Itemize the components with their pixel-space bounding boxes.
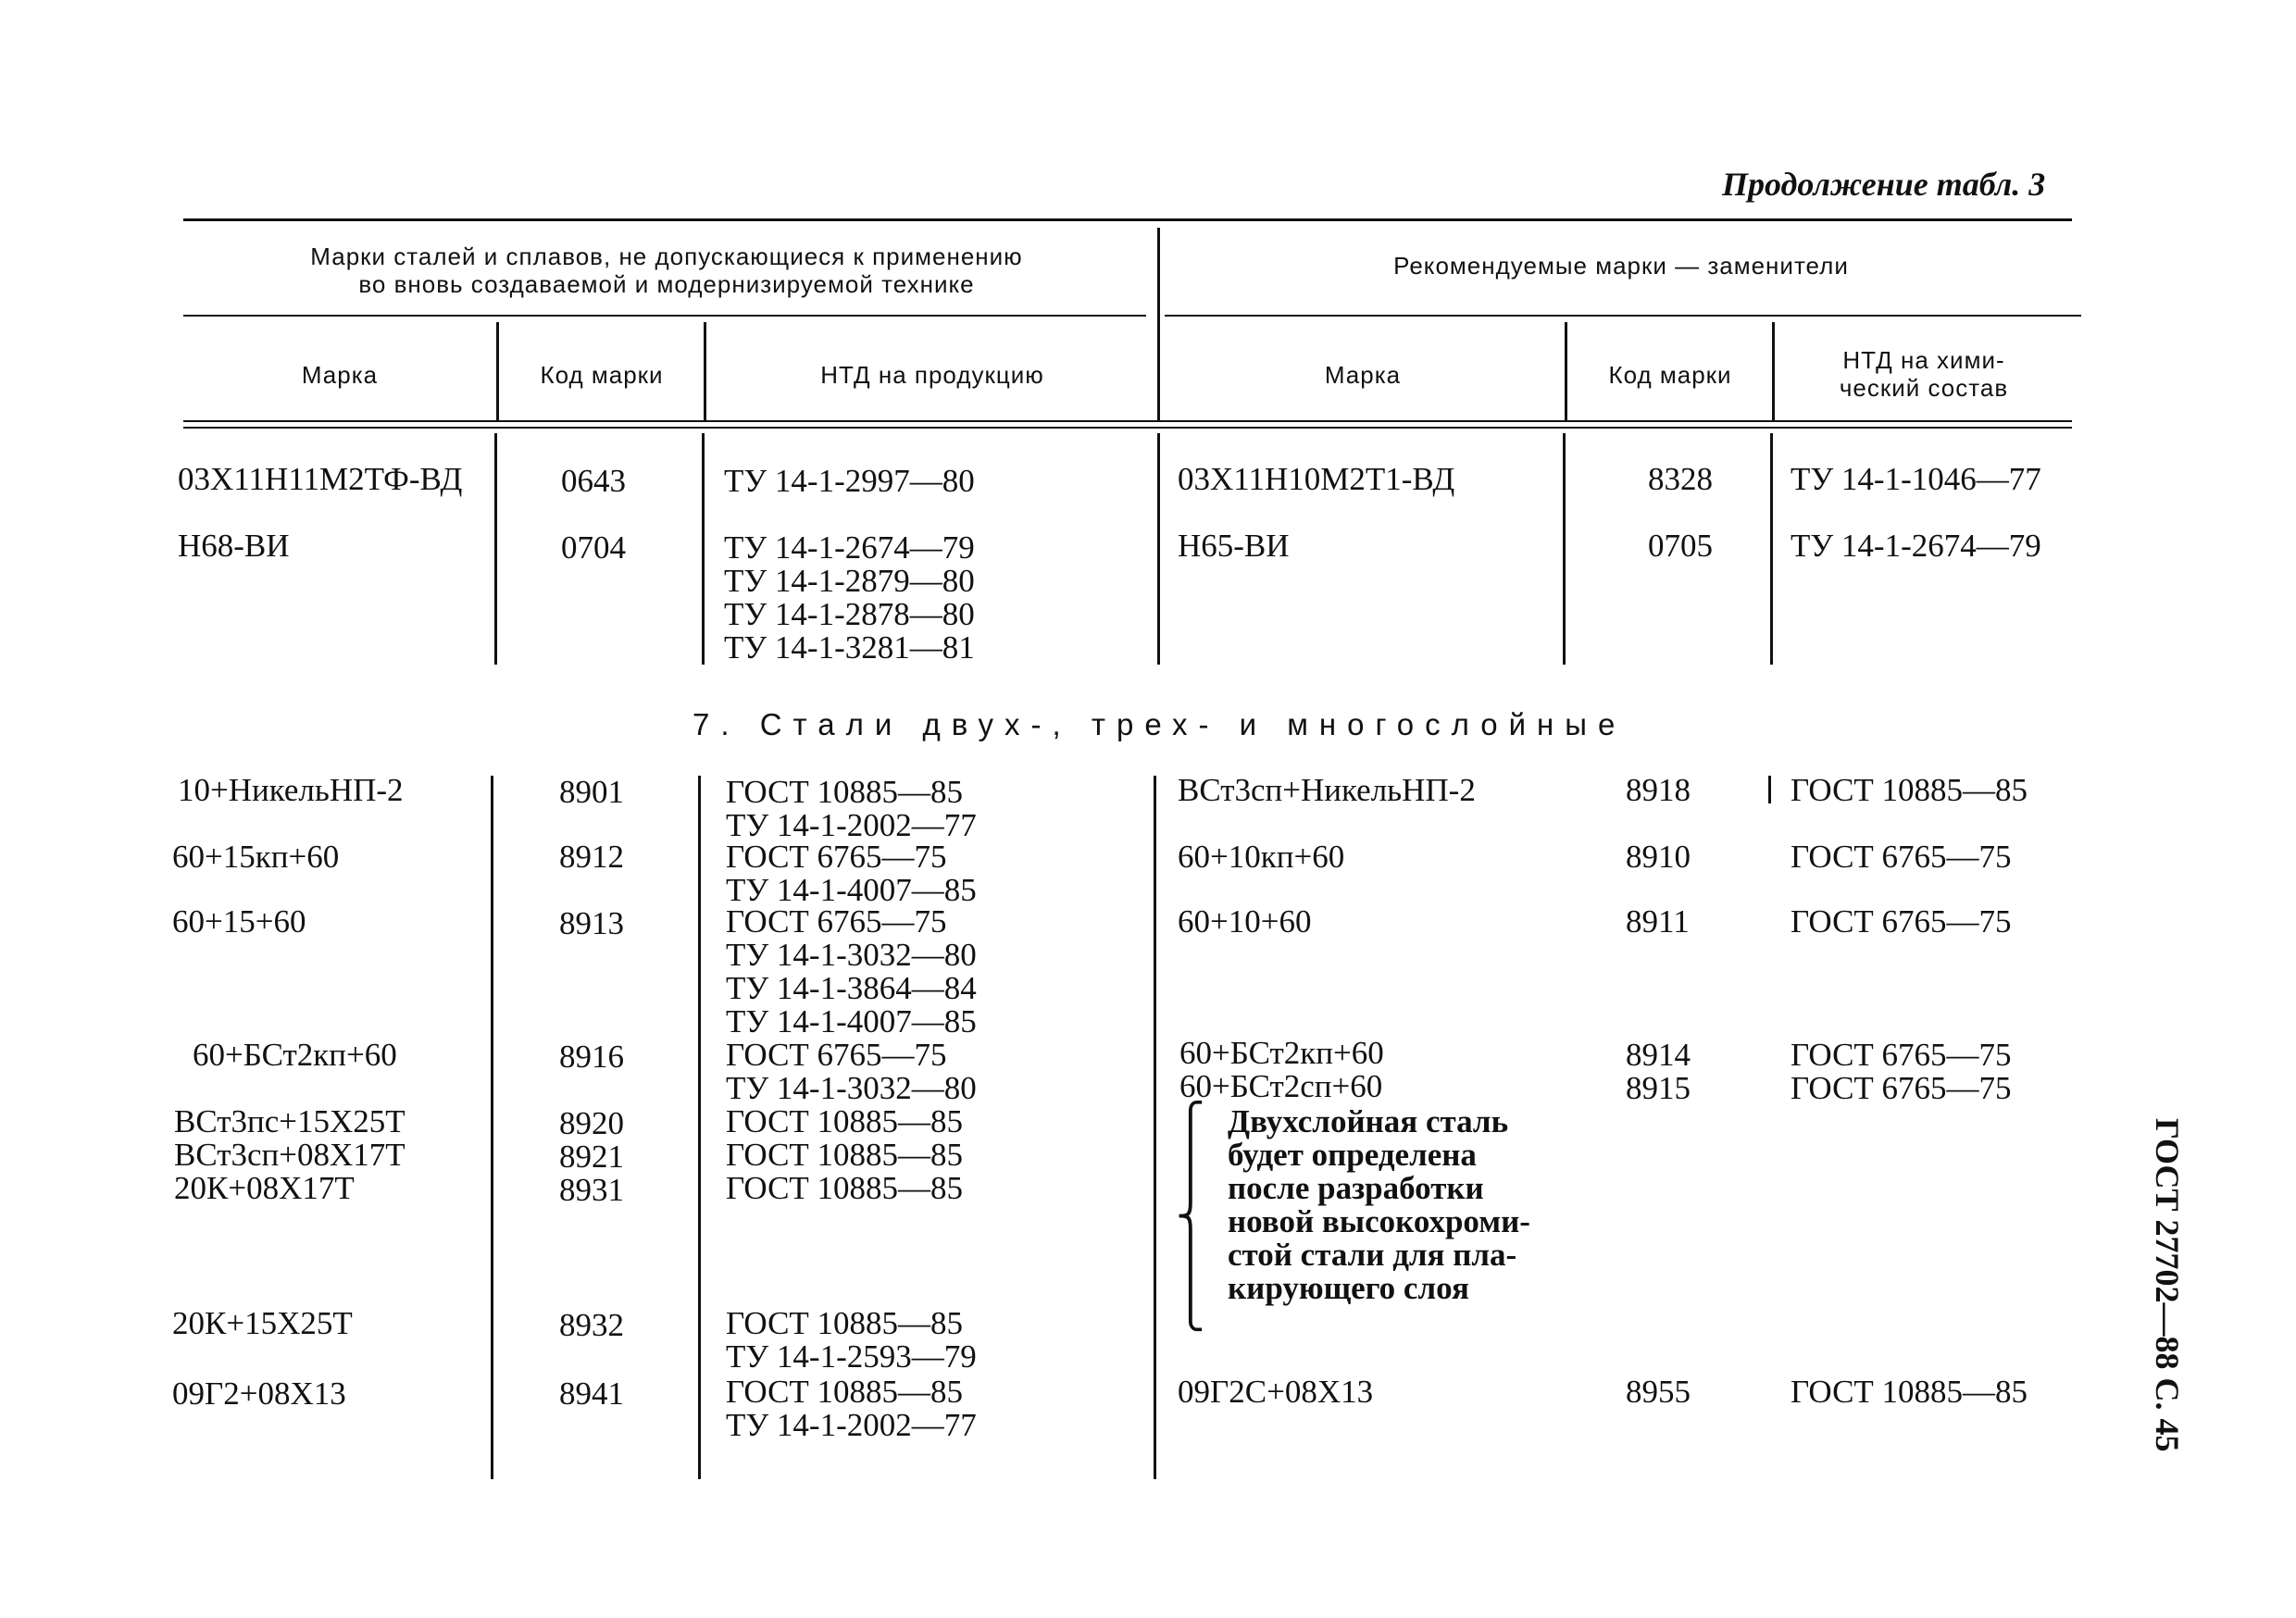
header-divider-main <box>1157 228 1160 422</box>
row-code: 8912 <box>559 839 624 875</box>
group-rule-left <box>183 315 1146 317</box>
note-text: Двухслойная сталь будет определена после разработки новой высокохроми- стой стали для пла- кирующего слоя <box>1228 1103 1530 1306</box>
row-ntd-list: ГОСТ 10885—85 ТУ 14-1-2002—77 <box>726 774 977 843</box>
header-right-group: Рекомендуемые марки — заменители <box>1393 252 1849 280</box>
row-mark: 60+БСт2кп+60 <box>193 1037 397 1073</box>
row-ntd: ТУ 14-1-2997—80 <box>724 463 975 499</box>
row-mark: 20К+15Х25Т <box>172 1305 353 1341</box>
top-rule <box>183 218 2072 221</box>
row-code: 0704 <box>561 529 626 566</box>
section-title: 7. Стали двух-, трех- и многослойные <box>693 707 1627 741</box>
row-sub-ntd: ГОСТ 10885—85 <box>1791 772 2028 808</box>
row-mark: 03Х11Н11М2ТФ-ВД <box>178 461 463 497</box>
row-sub-ntd-list: ГОСТ 6765—75 ГОСТ 6765—75 <box>1791 1037 2012 1106</box>
continuation-caption: Продолжение табл. 3 <box>1722 166 2046 203</box>
row-mark: 09Г2+08Х13 <box>172 1375 346 1412</box>
body-divider-1 <box>491 776 493 1479</box>
header-divider-1 <box>496 322 499 422</box>
row-sub-code: 8328 <box>1648 461 1713 497</box>
header-col-mark: Марка <box>301 361 379 389</box>
row-sub-mark: 60+10+60 <box>1178 903 1312 940</box>
header-rule-1 <box>183 420 2072 422</box>
header-divider-2 <box>704 322 706 422</box>
row-code: 0643 <box>561 463 626 499</box>
header-col-mark-sub: Марка <box>1324 361 1402 389</box>
row-sub-ntd: ГОСТ 6765—75 <box>1791 903 2012 940</box>
row-sub-ntd: ТУ 14-1-1046—77 <box>1791 461 2041 497</box>
row-sub-code: 8910 <box>1626 839 1691 875</box>
row-code-list: 8920 8921 8931 <box>559 1105 624 1208</box>
row-sub-ntd: ТУ 14-1-2674—79 <box>1791 528 2041 564</box>
row-mark: 60+15кп+60 <box>172 839 340 875</box>
row-ntd-list: ТУ 14-1-2674—79 ТУ 14-1-2879—80 ТУ 14-1-2878—80 ТУ 14-1-3281—81 <box>724 529 975 666</box>
row-sub-mark: 60+10кп+60 <box>1178 839 1345 875</box>
header-divider-5 <box>1772 322 1775 422</box>
body-divider-2 <box>702 433 705 665</box>
row-sub-mark: Н65-ВИ <box>1178 528 1290 564</box>
row-sub-code: 8911 <box>1626 903 1690 940</box>
row-mark-list: ВСт3пс+15Х25Т ВСт3сп+08Х17Т 20К+08Х17Т <box>174 1103 406 1206</box>
side-page-label: ГОСТ 27702—88 С. 45 <box>2149 1118 2186 1452</box>
body-divider-4 <box>1563 433 1566 665</box>
row-mark: 10+НикельНП-2 <box>178 772 404 808</box>
body-divider-3 <box>1154 776 1156 1479</box>
row-ntd-list: ГОСТ 6765—75 ТУ 14-1-3032—80 <box>726 1037 977 1106</box>
row-sub-code: 0705 <box>1648 528 1713 564</box>
header-col-code: Код марки <box>540 361 664 389</box>
row-sub-code: 8918 <box>1626 772 1691 808</box>
row-sub-mark: 09Г2С+08Х13 <box>1178 1374 1374 1410</box>
row-sub-mark-list: 60+БСт2кп+60 60+БСт2сп+60 <box>1179 1035 1384 1104</box>
body-divider-2 <box>698 776 701 1479</box>
row-sub-mark: 03Х11Н10М2Т1-ВД <box>1178 461 1455 497</box>
row-sub-code-list: 8914 8915 <box>1626 1037 1691 1106</box>
row-ntd-list: ГОСТ 10885—85 ГОСТ 10885—85 ГОСТ 10885—85 <box>726 1103 964 1206</box>
header-col-code-sub: Код марки <box>1608 361 1732 389</box>
row-code: 8916 <box>559 1039 624 1075</box>
row-ntd-list: ГОСТ 6765—75 ТУ 14-1-4007—85 <box>726 839 977 908</box>
body-divider-5 <box>1768 776 1771 803</box>
note-brace: ⎧ ⎪ ⎨ ⎪ ⎩ <box>1176 1103 1205 1331</box>
row-code: 8932 <box>559 1307 624 1343</box>
row-code: 8913 <box>559 905 624 941</box>
header-rule-2 <box>183 427 2072 429</box>
body-divider-3 <box>1157 433 1160 665</box>
row-code: 8941 <box>559 1375 624 1412</box>
header-left-group: Марки сталей и сплавов, не допускающиеся к применению во вновь создаваемой и модернизируемой технике <box>310 243 1023 298</box>
row-mark: 60+15+60 <box>172 903 306 940</box>
row-ntd-list: ГОСТ 6765—75 ТУ 14-1-3032—80 ТУ 14-1-3864—84 ТУ 14-1-4007—85 <box>726 903 977 1039</box>
row-sub-code: 8955 <box>1626 1374 1691 1410</box>
row-sub-ntd: ГОСТ 10885—85 <box>1791 1374 2028 1410</box>
row-mark: Н68-ВИ <box>178 528 290 564</box>
group-rule-right <box>1165 315 2081 317</box>
header-col-ntd-chem: НТД на хими- ческий состав <box>1839 346 2009 402</box>
header-divider-4 <box>1565 322 1567 422</box>
row-ntd-list: ГОСТ 10885—85 ТУ 14-1-2002—77 <box>726 1374 977 1443</box>
row-sub-ntd: ГОСТ 6765—75 <box>1791 839 2012 875</box>
header-col-ntd-product: НТД на продукцию <box>820 361 1044 389</box>
row-ntd-list: ГОСТ 10885—85 ТУ 14-1-2593—79 <box>726 1305 977 1375</box>
body-divider-5 <box>1770 433 1773 665</box>
row-code: 8901 <box>559 774 624 810</box>
row-sub-mark: ВСт3сп+НикельНП-2 <box>1178 772 1476 808</box>
body-divider-1 <box>494 433 497 665</box>
